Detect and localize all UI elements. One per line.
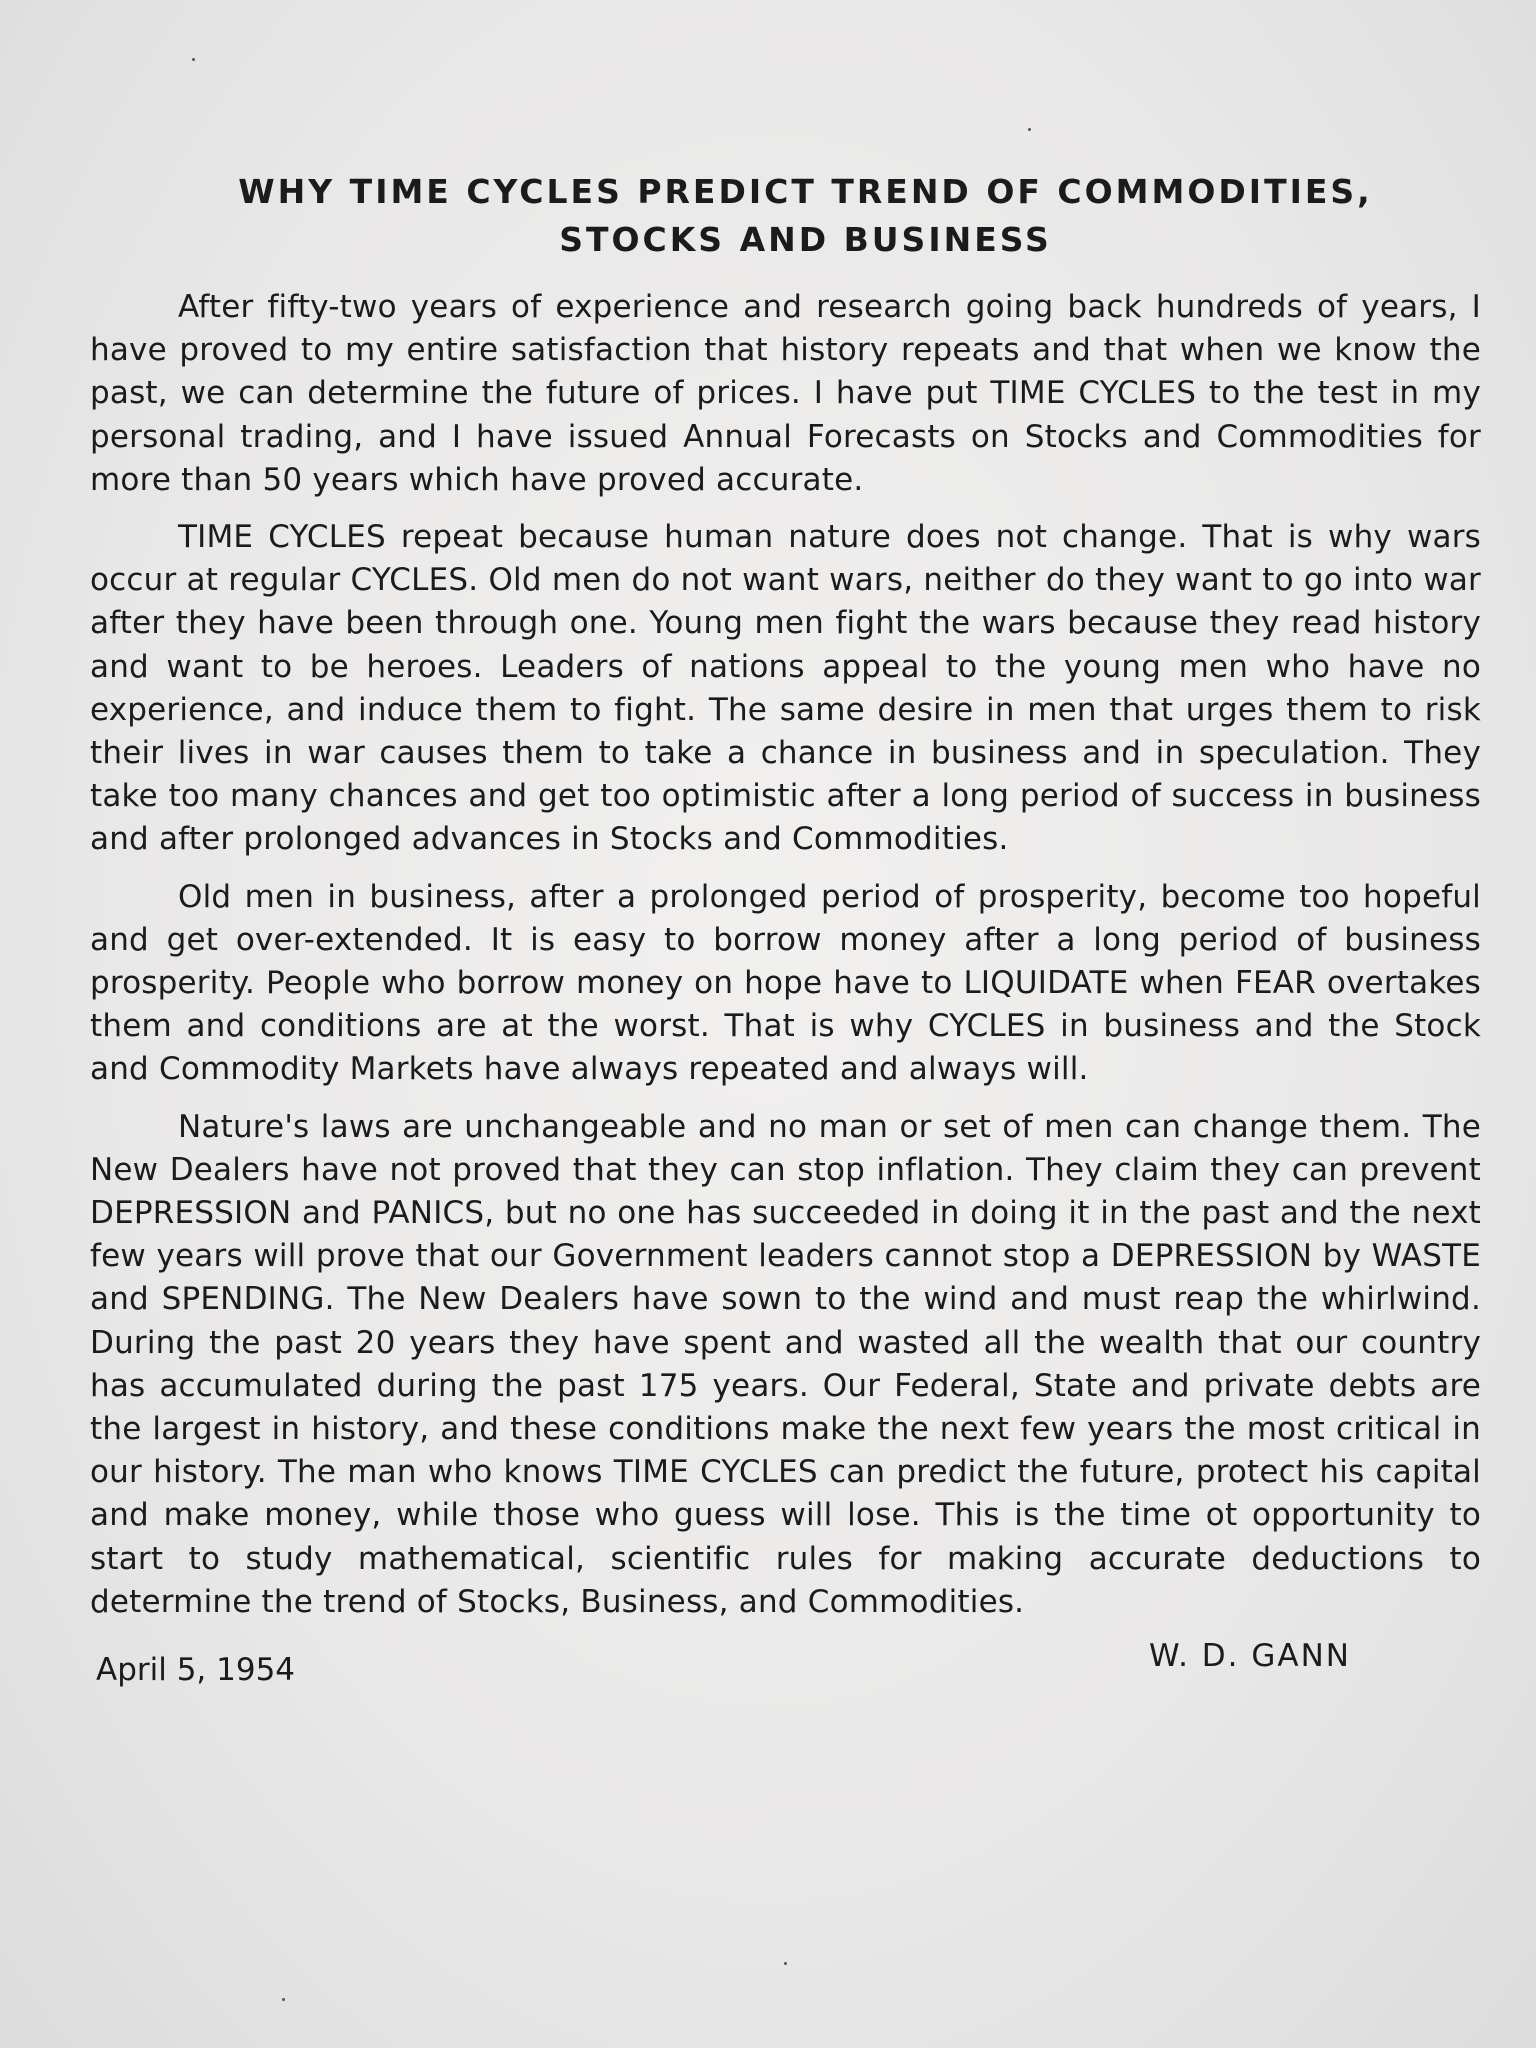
document-title	[90, 168, 1481, 264]
paper-speck	[1028, 128, 1031, 131]
paragraph-3: Old men in business, after a prolonged period of prosperity, become too hopeful and get over-extended. It is easy to borrow money after a long period of business prosperity. People who borrow money on hope have to LIQUIDATE when FEAR overtakes them and conditions are at the worst. That is why CYCLES in business and the Stock and Commodity Markets have always repeated and always will.	[90, 878, 1481, 1088]
paragraph-1: After fifty-two years of experience and research going back hundreds of years, I have proved to my entire satisfaction that history repeats and that when we know the past, we can determine the future of prices. I have put TIME CYCLES to the test in my personal trading, and I have issued Annual Forecasts on Stocks and Commodities for more than 50 years which have proved accurate.	[90, 289, 1481, 498]
document-footer	[90, 1638, 1481, 1698]
paragraph-2: TIME CYCLES repeat because human nature does not change. That is why wars occur at regular CYCLES. Old men do not want wars, neither do they want to go into war after they have been through one. Young men fight the wars because they read history and want to be heroes. Leaders of nations appeal to the young men who have no experience, and induce them to fight. The same desire in men that urges them to risk their lives in war causes them to take a chance in business and in speculation. They take too many chances and get too optimistic after a long period of success in business and after prolonged advances in Stocks and Commodities.	[90, 519, 1481, 858]
document-date: April 5, 1954	[96, 1652, 296, 1689]
paper-speck	[784, 1962, 787, 1965]
paper-speck	[282, 1998, 285, 2001]
author-signature: W. D. GANN	[1149, 1638, 1351, 1675]
title-line-2: STOCKS AND BUSINESS	[559, 220, 1052, 259]
paper-speck	[192, 58, 195, 61]
paragraph-4: Nature's laws are unchangeable and no man or set of men can change them. The New Dealers have not proved that they can stop inflation. They claim they can prevent DEPRESSION and PANICS, but no one has succeeded in doing it in the past and the next few years will prove that our Government leaders cannot stop a DEPRESSION by WASTE and SPENDING. The New Dealers have sown to the wind and must reap the whirlwind. During the past 20 years they have spent and wasted all the wealth that our country has accumulated during the past 175 years. Our Federal, State and private debts are the largest in history, and these conditions make the next few years the most critical in our history. The man who knows TIME CYCLES can predict the future, protect his capital and make money, while those who guess will lose. This is the time ot opportunity to start to study mathematical, scientific rules for making accurate deductions to determine the trend of Stocks, Business, and Commodities.	[90, 1108, 1481, 1620]
document-body	[90, 286, 1481, 1624]
title-line-1: WHY TIME CYCLES PREDICT TREND OF COMMODITIES,	[238, 172, 1373, 211]
